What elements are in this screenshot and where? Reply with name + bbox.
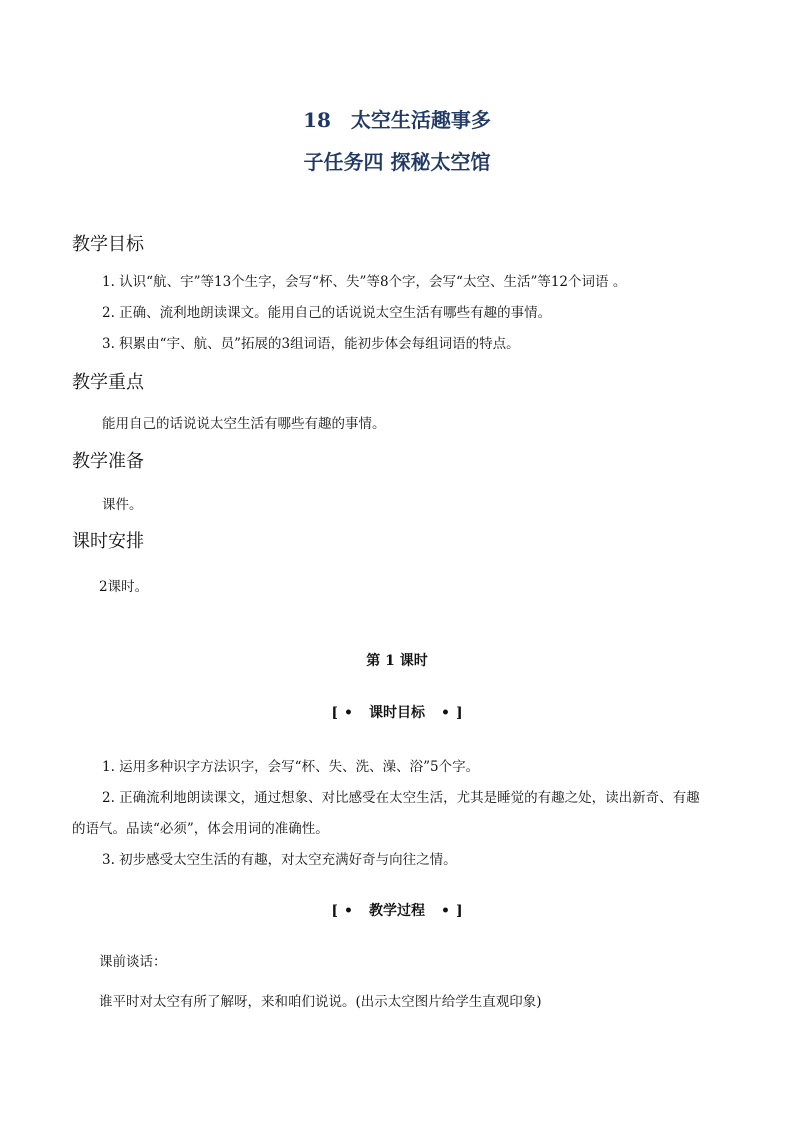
lesson-goal-1: 1. 运用多种识字方法识字，会写“杯、失、洗、澡、浴”5个字。: [102, 759, 480, 775]
objective-item-1: 1. 认识“航、宇”等13个生字，会写“杯、失”等8个字，会写“太空、生活”等12个词语 。: [102, 274, 627, 290]
lesson-subtitle: 子任务四 探秘太空馆: [303, 150, 491, 174]
process-line-2: 谁平时对太空有所了解呀，来和咱们说说。(出示太空图片给学生直观印象): [99, 994, 542, 1010]
teaching-process-label: [0, 900, 794, 920]
dot-left: •: [344, 903, 353, 919]
teaching-process-text: 教学过程: [369, 903, 425, 919]
schedule-heading: 课时安排: [72, 531, 144, 552]
bracket-left: [: [331, 705, 339, 721]
key-points-text: 能用自己的话说说太空生活有哪些有趣的事情。: [102, 416, 386, 432]
lesson-title: 18 太空生活趣事多: [303, 108, 491, 132]
lesson-goal-3: 3. 初步感受太空生活的有趣，对太空充满好奇与向往之情。: [102, 852, 457, 868]
dot-left: •: [344, 705, 353, 721]
objective-item-2: 2. 正确、流利地朗读课文。能用自己的话说说太空生活有哪些有趣的事情。: [102, 305, 552, 321]
key-points-heading: 教学重点: [72, 372, 144, 393]
schedule-text: 2课时。: [99, 579, 149, 595]
dot-right: •: [441, 705, 450, 721]
lesson-goal-2-cont: 的语气。品读“必须”，体会用词的准确性。: [72, 821, 329, 837]
lesson-goals-text: 课时目标: [369, 705, 425, 721]
objectives-heading: 教学目标: [72, 234, 144, 255]
objective-item-3: 3. 积累由“宇、航、员”拓展的3组词语，能初步体会每组词语的特点。: [102, 336, 520, 352]
lesson1-heading: 第 1 课时: [366, 653, 428, 669]
bracket-left: [: [331, 903, 339, 919]
bracket-right: ]: [455, 705, 463, 721]
lesson-goals-label: [0, 702, 794, 722]
lesson-goal-2: 2. 正确流利地朗读课文，通过想象、对比感受在太空生活，尤其是睡觉的有趣之处，读出新奇、有趣: [102, 790, 700, 806]
preparation-text: 课件。: [102, 497, 143, 513]
dot-right: •: [441, 903, 450, 919]
process-line-1: 课前谈话：: [99, 954, 167, 970]
bracket-right: ]: [455, 903, 463, 919]
preparation-heading: 教学准备: [72, 451, 144, 472]
